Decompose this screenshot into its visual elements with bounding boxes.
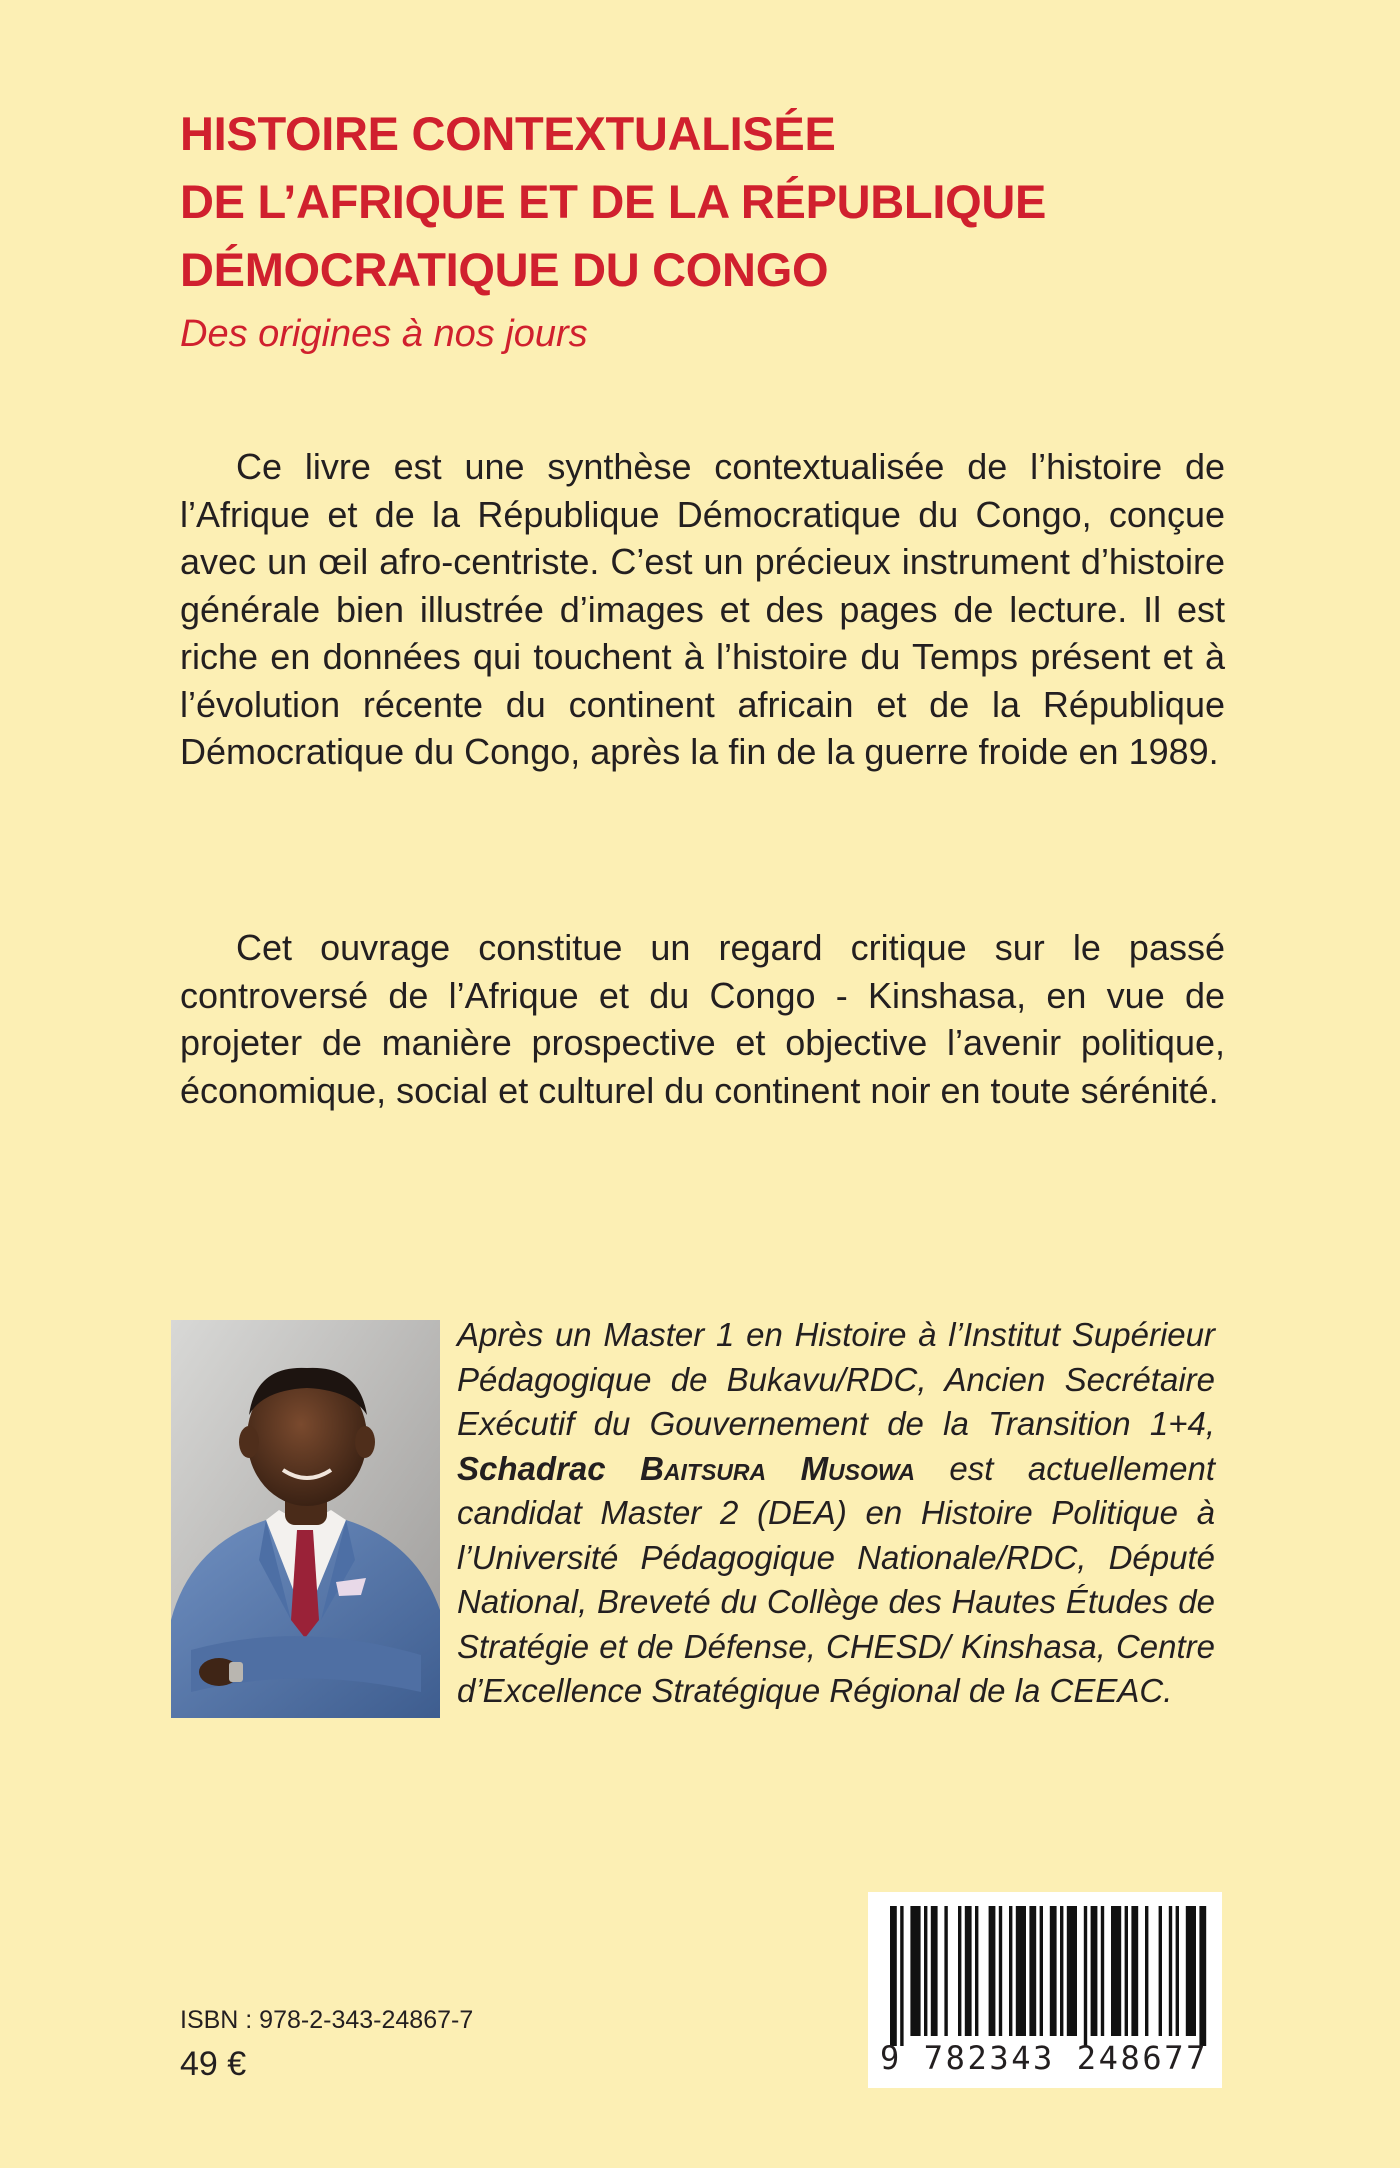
- book-title: [180, 100, 1280, 304]
- barcode-bar: [1084, 1906, 1087, 2046]
- barcode-bar: [1060, 1906, 1063, 2036]
- barcode-bar: [965, 1906, 972, 2036]
- barcode-bar: [1159, 1906, 1162, 2036]
- barcode-bar: [1016, 1906, 1026, 2036]
- barcode-bar: [1009, 1906, 1012, 2036]
- author-bio-intro: Après un Master 1 en Histoire à l’Institut Supérieur Pédagogique de Bukavu/RDC, Ancien Secrétaire Exécutif du Gouvernement de la Transition 1+4,: [457, 1316, 1215, 1442]
- barcode-bar: [1067, 1906, 1077, 2036]
- barcode-bar: [1029, 1906, 1036, 2036]
- barcode-bar: [958, 1906, 961, 2036]
- author-last-names: Baitsura Musowa: [640, 1449, 915, 1487]
- barcode-bar: [890, 1906, 897, 2046]
- barcode-bar: [1131, 1906, 1138, 2036]
- author-photo: [171, 1320, 440, 1718]
- summary-paragraph-1: Ce livre est une synthèse contextualisée de l’histoire de l’Afrique et de la République Démocratique du Congo, conçue avec un œil afro-centriste. C’est un précieux instrument d’histoire générale bien illustrée d’images et des pages de lecture. Il est riche en données qui touchent à l’histoire du Temps présent et à l’évolution récente du continent africain et de la République Démocratique du Congo, après la fin de la guerre froide en 1989.: [180, 446, 1225, 772]
- barcode-bar: [1050, 1906, 1057, 2036]
- author-first-name: Schadrac: [457, 1449, 606, 1487]
- barcode-bar: [1169, 1906, 1172, 2036]
- barcode-bar: [1176, 1906, 1179, 2036]
- barcode-bar: [999, 1906, 1002, 2036]
- barcode-bar: [1101, 1906, 1104, 2036]
- summary-paragraph-2: Cet ouvrage constitue un regard critique sur le passé controversé de l’Afrique et du Congo - Kinshasa, en vue de projeter de manière prospective et objective l’avenir politique, économique, social et culturel du continent noir en toute sérénité.: [180, 927, 1225, 1111]
- barcode-bar: [900, 1906, 903, 2046]
- barcode-bar: [1040, 1906, 1043, 2036]
- barcode-bar: [910, 1906, 920, 2036]
- barcode-bar: [931, 1906, 938, 2036]
- barcode-bar: [1125, 1906, 1128, 2036]
- barcode-bar: [1186, 1906, 1196, 2036]
- author-bio-rest: est actuellement candidat Master 2 (DEA) en Histoire Politique à l’Université Pédagogique Nationale/RDC, Député National, Breveté du Collège des Hautes Études de Stratégie et de Défense, CHESD/ Kinshasa, Centre d’Excellence Stratégique Régional de la CEEAC.: [457, 1449, 1215, 1709]
- barcode-bar: [1145, 1906, 1148, 2036]
- price-label: 49 €: [180, 2045, 247, 2083]
- barcode-bar: [924, 1906, 927, 2036]
- barcode-bar: [975, 1906, 978, 2036]
- title-line-1: HISTOIRE CONTEXTUALISÉE: [180, 107, 836, 160]
- author-bio: [457, 1313, 1215, 1714]
- barcode-bar: [1111, 1906, 1121, 2036]
- barcode-bar: [1091, 1906, 1098, 2036]
- barcode-bar: [1199, 1906, 1206, 2046]
- title-line-2: DE L’AFRIQUE ET DE LA RÉPUBLIQUE: [180, 175, 1047, 228]
- isbn-label: ISBN : 978-2-343-24867-7: [180, 2006, 474, 2034]
- barcode-digits: 9 782343 248677: [880, 2039, 1208, 2077]
- barcode-bar: [989, 1906, 996, 2036]
- barcode-bar: [944, 1906, 947, 2036]
- barcode: [868, 1892, 1222, 2088]
- title-line-3: DÉMOCRATIQUE DU CONGO: [180, 243, 829, 296]
- book-subtitle: Des origines à nos jours: [180, 313, 588, 355]
